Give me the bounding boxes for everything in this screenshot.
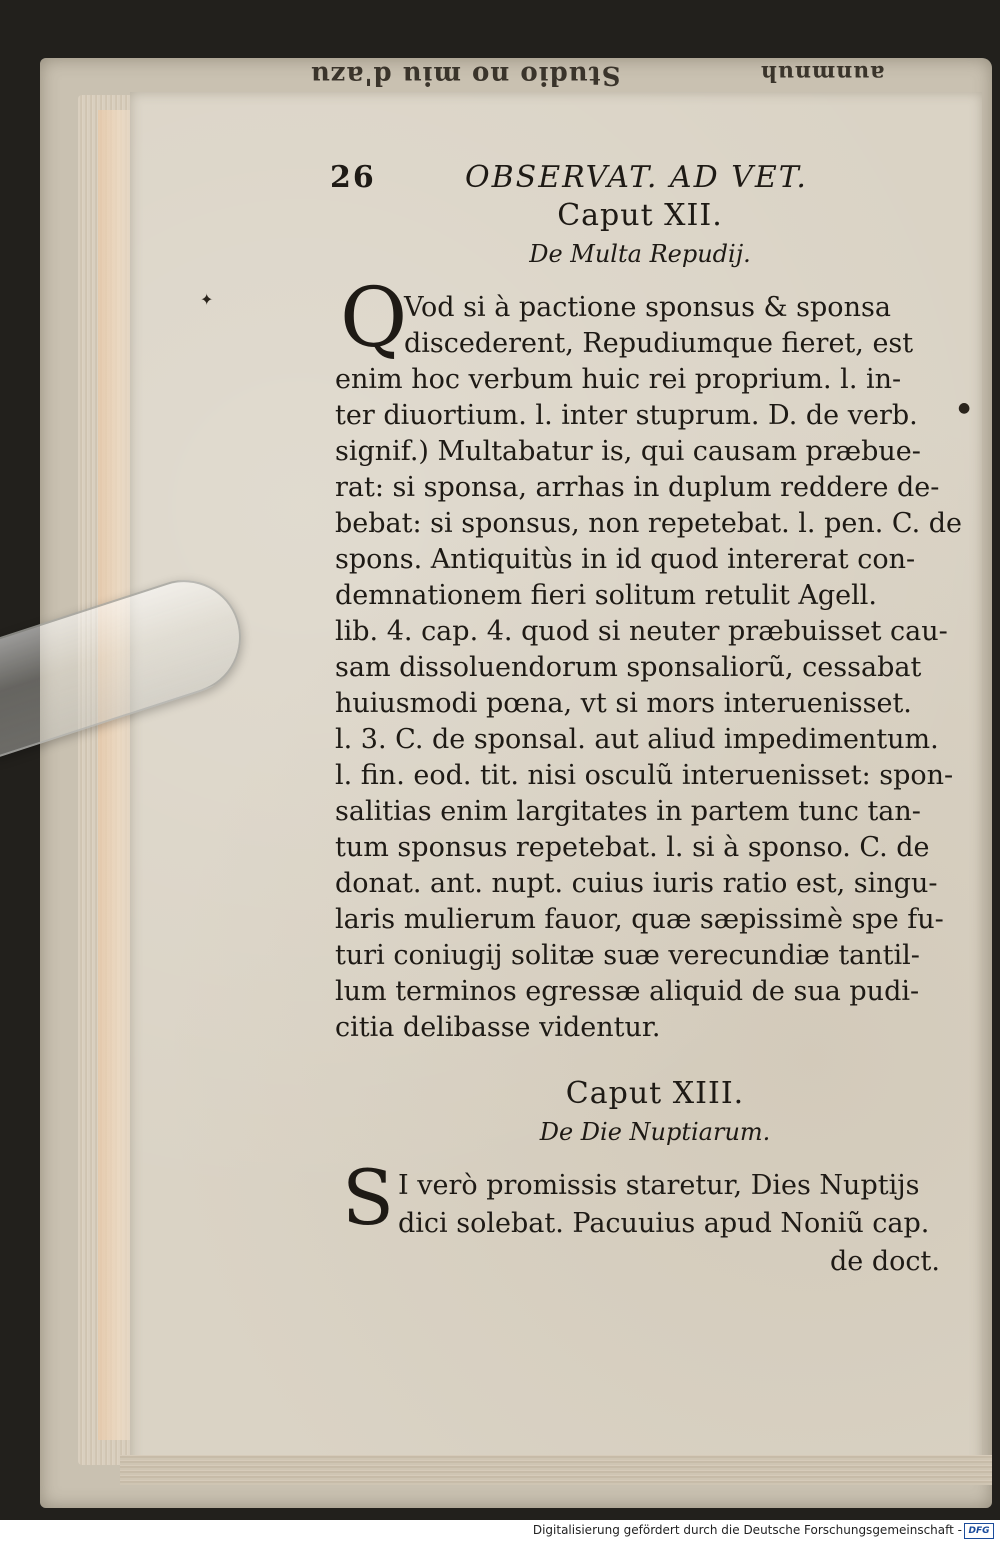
dfg-logo: DFG xyxy=(964,1523,994,1539)
dropcap-q: Q xyxy=(340,271,408,366)
text-line: l. fin. eod. tit. nisi osculũ interuenisset: spon- xyxy=(335,760,954,791)
text-line: sam dissoluendorum sponsaliorũ, cessabat xyxy=(335,652,922,683)
text-line: huiusmodi pœna, vt si mors interuenisset. xyxy=(335,688,912,719)
text-line: signif.) Multabatur is, qui causam præbue- xyxy=(335,436,921,467)
chapter-heading: Caput XII. xyxy=(557,198,723,233)
text-line: enim hoc verbum huic rei proprium. l. in- xyxy=(335,364,902,395)
text-line: l. 3. C. de sponsal. aut aliud impedimentum. xyxy=(335,724,939,755)
running-head-title: OBSERVAT. AD VET. xyxy=(465,160,808,195)
binding-spine-text-right: aunmnuh xyxy=(760,60,885,86)
page-edges-stain xyxy=(98,110,134,1440)
footer-bar xyxy=(0,1520,1000,1542)
text-line: rat: si sponsa, arrhas in duplum reddere de- xyxy=(335,472,940,503)
text-line: citia delibasse videntur. xyxy=(335,1012,661,1043)
text-line: ter diuortium. l. inter stuprum. D. de verb. xyxy=(335,400,918,431)
text-line: turi coniugij solitæ suæ verecundiæ tantil- xyxy=(335,940,920,971)
text-line: salitias enim largitates in partem tunc tan- xyxy=(335,796,921,827)
text-line: I verò promissis staretur, Dies Nuptijs xyxy=(398,1170,920,1201)
page-bottom-edge xyxy=(120,1455,992,1485)
text-line: Vod si à pactione sponsus & sponsa xyxy=(404,292,891,323)
chapter-subheading: De Die Nuptiarum. xyxy=(539,1118,771,1146)
text-line: lib. 4. cap. 4. quod si neuter præbuisset cau- xyxy=(335,616,948,647)
binding-spine-text-left: Studio no miu d'azu xyxy=(310,60,621,90)
footer-credit: Digitalisierung gefördert durch die Deutsche Forschungsgemeinschaft - xyxy=(532,1523,962,1537)
text-line: lum terminos egressæ aliquid de sua pudi- xyxy=(335,976,920,1007)
text-line: demnationem fieri solitum retulit Agell. xyxy=(335,580,878,611)
chapter-heading: Caput XIII. xyxy=(565,1076,745,1111)
ink-dot-icon: ● xyxy=(958,400,971,416)
text-line: discederent, Repudiumque fieret, est xyxy=(404,328,914,359)
dropcap-s: S xyxy=(342,1153,395,1242)
text-line: laris mulierum fauor, quæ sæpissimè spe fu- xyxy=(335,904,944,935)
text-line: bebat: si sponsus, non repetebat. l. pen. C. de xyxy=(335,508,963,539)
chapter-subheading: De Multa Repudij. xyxy=(529,240,751,268)
margin-mark-icon: ✦ xyxy=(200,290,214,309)
page-number: 26 xyxy=(330,160,376,195)
text-line: spons. Antiquitùs in id quod intererat con- xyxy=(335,544,916,575)
text-line: tum sponsus repetebat. l. si à sponso. C. de xyxy=(335,832,930,863)
text-line: de doct. xyxy=(830,1246,940,1277)
text-line: dici solebat. Pacuuius apud Noniũ cap. xyxy=(398,1208,930,1239)
text-line: donat. ant. nupt. cuius iuris ratio est, singu- xyxy=(335,868,938,899)
